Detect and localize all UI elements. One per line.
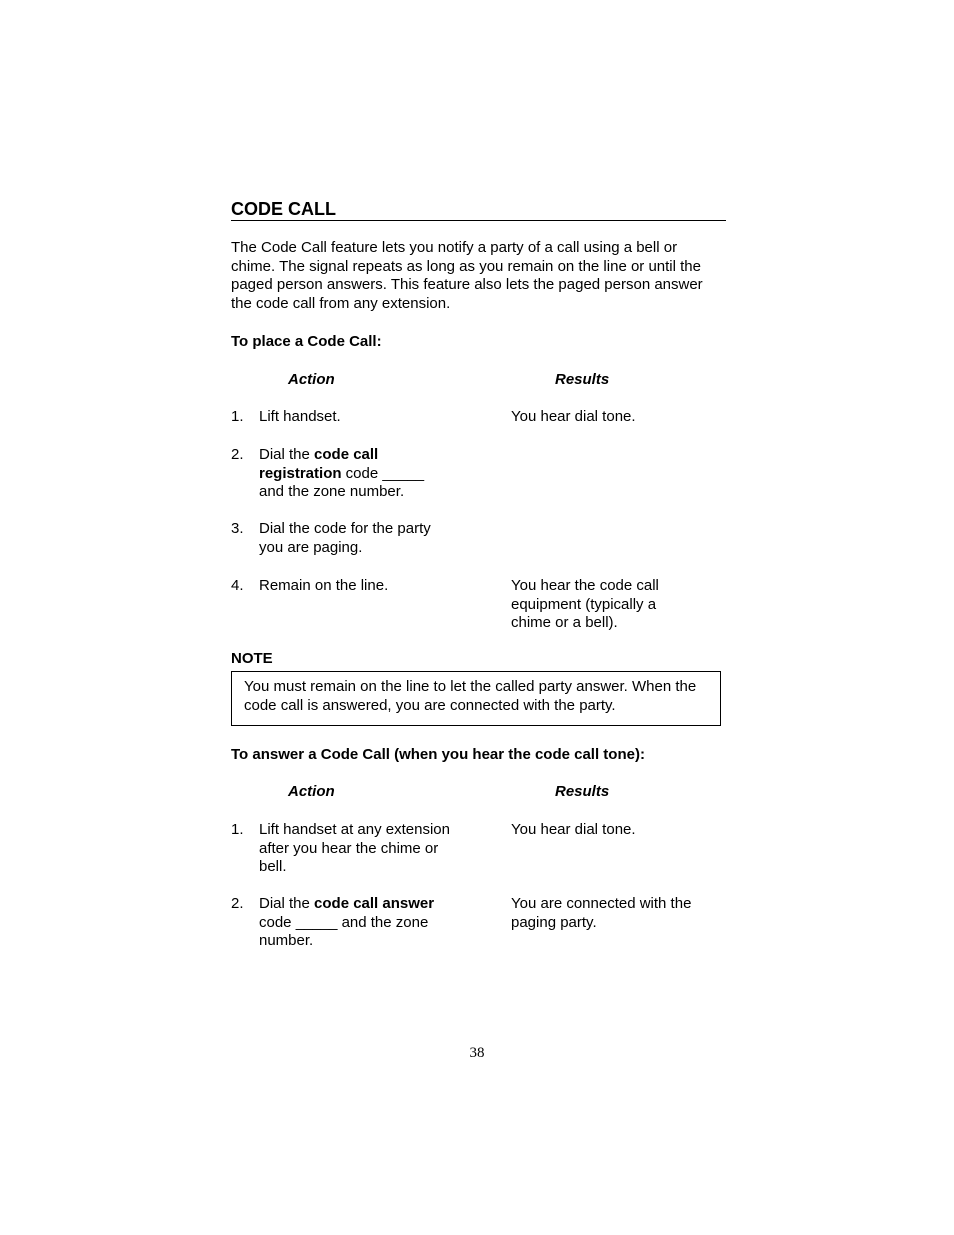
answer-step-1-result: You hear dial tone. — [511, 821, 636, 838]
answer-step-2-action: Dial the code call answer code _____ and the zone number. — [259, 895, 435, 950]
intro-paragraph: The Code Call feature lets you notify a party of a call using a bell or chime. The signal repeats as long as you remain on the line or until the paged person answers. This feature also lets the paged person answer the code call from any extension. — [231, 239, 703, 313]
place-results-header: Results — [555, 371, 610, 388]
place-step-4-action: Remain on the line. — [259, 577, 389, 594]
place-action-header: Action — [288, 371, 335, 388]
page-title: CODE CALL — [231, 198, 726, 221]
note-label: NOTE — [231, 650, 273, 667]
place-step-4-result: You hear the code call equipment (typically a chime or a bell). — [511, 577, 659, 632]
place-step-2-number: 2. — [231, 446, 244, 463]
place-step-3-number: 3. — [231, 520, 244, 537]
place-step-1-number: 1. — [231, 408, 244, 425]
place-step-4-number: 4. — [231, 577, 244, 594]
page-number: 38 — [469, 1045, 485, 1061]
answer-results-header: Results — [555, 783, 610, 800]
place-heading: To place a Code Call: — [231, 333, 382, 350]
answer-step-1-action: Lift handset at any extension after you hear the chime or bell. — [259, 821, 450, 876]
place-step-3-action: Dial the code for the party you are paging. — [259, 520, 431, 556]
place-step-1-action: Lift handset. — [259, 408, 341, 425]
place-step-1-result: You hear dial tone. — [511, 408, 636, 425]
place-step-2-action: Dial the code call registration code _____ and the zone number. — [259, 446, 425, 501]
answer-action-header: Action — [288, 783, 335, 800]
answer-heading: To answer a Code Call (when you hear the code call tone): — [231, 746, 645, 763]
answer-step-2-number: 2. — [231, 895, 244, 912]
answer-step-2-result: You are connected with the paging party. — [511, 895, 692, 931]
note-text: You must remain on the line to let the called party answer. When the code call is answered, you are connected with the party. — [244, 678, 697, 714]
answer-step-1-number: 1. — [231, 821, 244, 838]
